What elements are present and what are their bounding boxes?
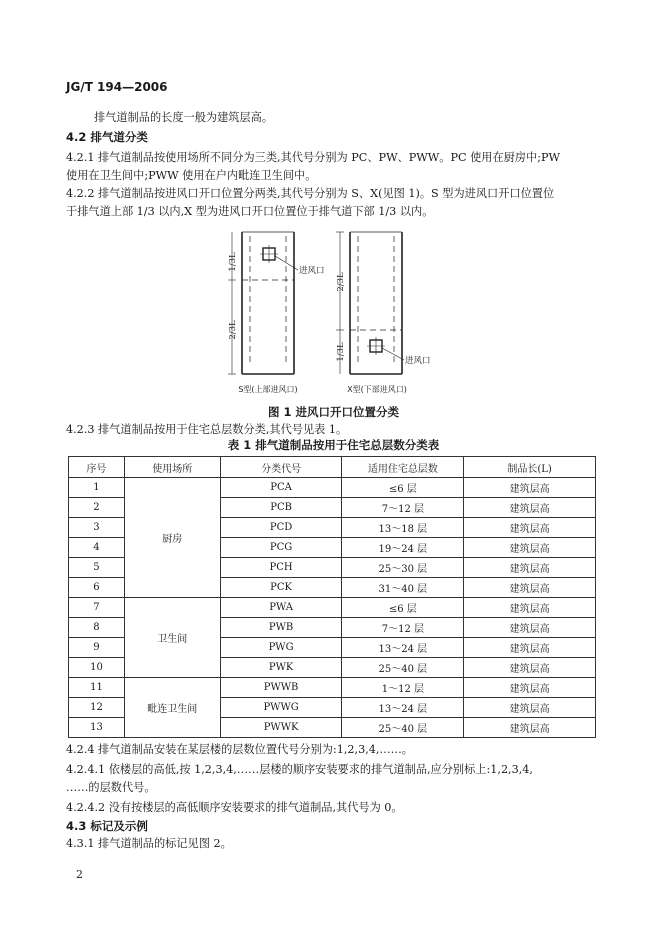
cell-code: PWA [220,598,342,618]
cell-code: PWWG [220,698,342,718]
page-number: 2 [76,868,83,881]
cell-seq: 12 [69,698,125,718]
para-4-3-1: 4.3.1 排气道制品的标记见图 2。 [66,837,232,850]
standard-header: JG/T 194—2006 [66,80,168,94]
cell-code: PCA [220,478,342,498]
cell-seq: 11 [69,678,125,698]
cell-length: 建筑层高 [464,538,596,558]
cell-seq: 4 [69,538,125,558]
s-inlet-label: 进风口 [299,266,325,276]
cell-seq: 3 [69,518,125,538]
para-4-2-4-1-line1: 4.2.4.1 依楼层的高低,按 1,2,3,4,……层楼的顺序安装要求的排气道制品,应分别标上:1,2,3,4, [66,763,533,776]
header-seq: 序号 [69,457,125,478]
cell-location-adjacent-bathroom: 毗连卫生间 [124,678,220,738]
s-label-one-third: 1/3L [228,252,238,272]
table-1 [68,456,596,738]
cell-code: PCD [220,518,342,538]
cell-floors: 25～40 层 [342,658,464,678]
cell-seq: 2 [69,498,125,518]
cell-length: 建筑层高 [464,678,596,698]
para-4-2-2-line1: 4.2.2 排气道制品按进风口开口位置分两类,其代号分别为 S、X(见图 1)。S 型为进风口开口位置位 [66,187,555,200]
cell-length: 建筑层高 [464,478,596,498]
cell-seq: 7 [69,598,125,618]
cell-floors: 19～24 层 [342,538,464,558]
s-label-two-thirds: 2/3L [228,320,238,340]
para-4-2-1-line1: 4.2.1 排气道制品按使用场所不同分为三类,其代号分别为 PC、PW、PWW。PC 使用在厨房中;PW [66,151,561,164]
table-row [69,678,596,698]
cell-code: PWG [220,638,342,658]
table-row [69,478,596,498]
section-4-3-heading: 4.3 标记及示例 [66,819,148,833]
cell-seq: 6 [69,578,125,598]
cell-length: 建筑层高 [464,618,596,638]
x-type-duct [336,232,404,374]
cell-seq: 1 [69,478,125,498]
cell-code: PCH [220,558,342,578]
cell-floors: 25～30 层 [342,558,464,578]
table-header-row [69,457,596,478]
cell-seq: 10 [69,658,125,678]
cell-floors: 13～18 层 [342,518,464,538]
para-4-2-4: 4.2.4 排气道制品安装在某层楼的层数位置代号分别为:1,2,3,4,……。 [66,743,413,756]
header-code: 分类代号 [220,457,342,478]
x-type-caption: X型(下部进风口) [347,385,407,394]
cell-length: 建筑层高 [464,498,596,518]
header-location: 使用场所 [124,457,220,478]
cell-seq: 8 [69,618,125,638]
cell-length: 建筑层高 [464,718,596,738]
cell-seq: 13 [69,718,125,738]
cell-floors: 13～24 层 [342,698,464,718]
cell-length: 建筑层高 [464,638,596,658]
x-label-one-third: 1/3L [336,342,346,362]
cell-code: PCK [220,578,342,598]
cell-code: PWWK [220,718,342,738]
cell-floors: ≤6 层 [342,478,464,498]
figure-1-caption: 图 1 进风口开口位置分类 [267,405,399,419]
s-type-caption: S型(上部进风口) [238,385,298,394]
cell-length: 建筑层高 [464,658,596,678]
cell-length: 建筑层高 [464,598,596,618]
cell-floors: 1～12 层 [342,678,464,698]
para-4-2-1-line2: 使用在卫生间中;PWW 使用在户内毗连卫生间中。 [66,169,317,182]
cell-seq: 9 [69,638,125,658]
cell-length: 建筑层高 [464,558,596,578]
cell-floors: 13～24 层 [342,638,464,658]
para-4-2-3: 4.2.3 排气道制品按用于住宅总层数分类,其代号见表 1。 [66,423,348,436]
para-length: 排气道制品的长度一般为建筑层高。 [94,111,274,124]
header-floors: 适用住宅总层数 [342,457,464,478]
cell-seq: 5 [69,558,125,578]
para-4-2-4-1-line2: ……的层数代号。 [66,781,156,794]
cell-floors: 31～40 层 [342,578,464,598]
cell-floors: 7～12 层 [342,498,464,518]
s-type-duct [228,232,298,374]
section-4-2-heading: 4.2 排气道分类 [66,130,148,144]
cell-length: 建筑层高 [464,698,596,718]
cell-code: PWK [220,658,342,678]
para-4-2-2-line2: 于排气道上部 1/3 以内,X 型为进风口开口位置位于排气道下部 1/3 以内。 [66,205,434,218]
cell-length: 建筑层高 [464,578,596,598]
cell-floors: 7～12 层 [342,618,464,638]
x-label-two-thirds: 2/3L [336,272,346,292]
cell-floors: 25～40 层 [342,718,464,738]
cell-code: PCG [220,538,342,558]
para-4-2-4-2: 4.2.4.2 没有按楼层的高低顺序安装要求的排气道制品,其代号为 0。 [66,801,403,814]
cell-location-kitchen: 厨房 [124,478,220,598]
header-length: 制品长(L) [464,457,596,478]
cell-length: 建筑层高 [464,518,596,538]
table-1-caption: 表 1 排气道制品按用于住宅总层数分类表 [227,438,440,452]
cell-floors: ≤6 层 [342,598,464,618]
table-row [69,598,596,618]
x-inlet-label: 进风口 [405,356,431,366]
cell-location-bathroom: 卫生间 [124,598,220,678]
cell-code: PWB [220,618,342,638]
cell-code: PCB [220,498,342,518]
cell-code: PWWB [220,678,342,698]
